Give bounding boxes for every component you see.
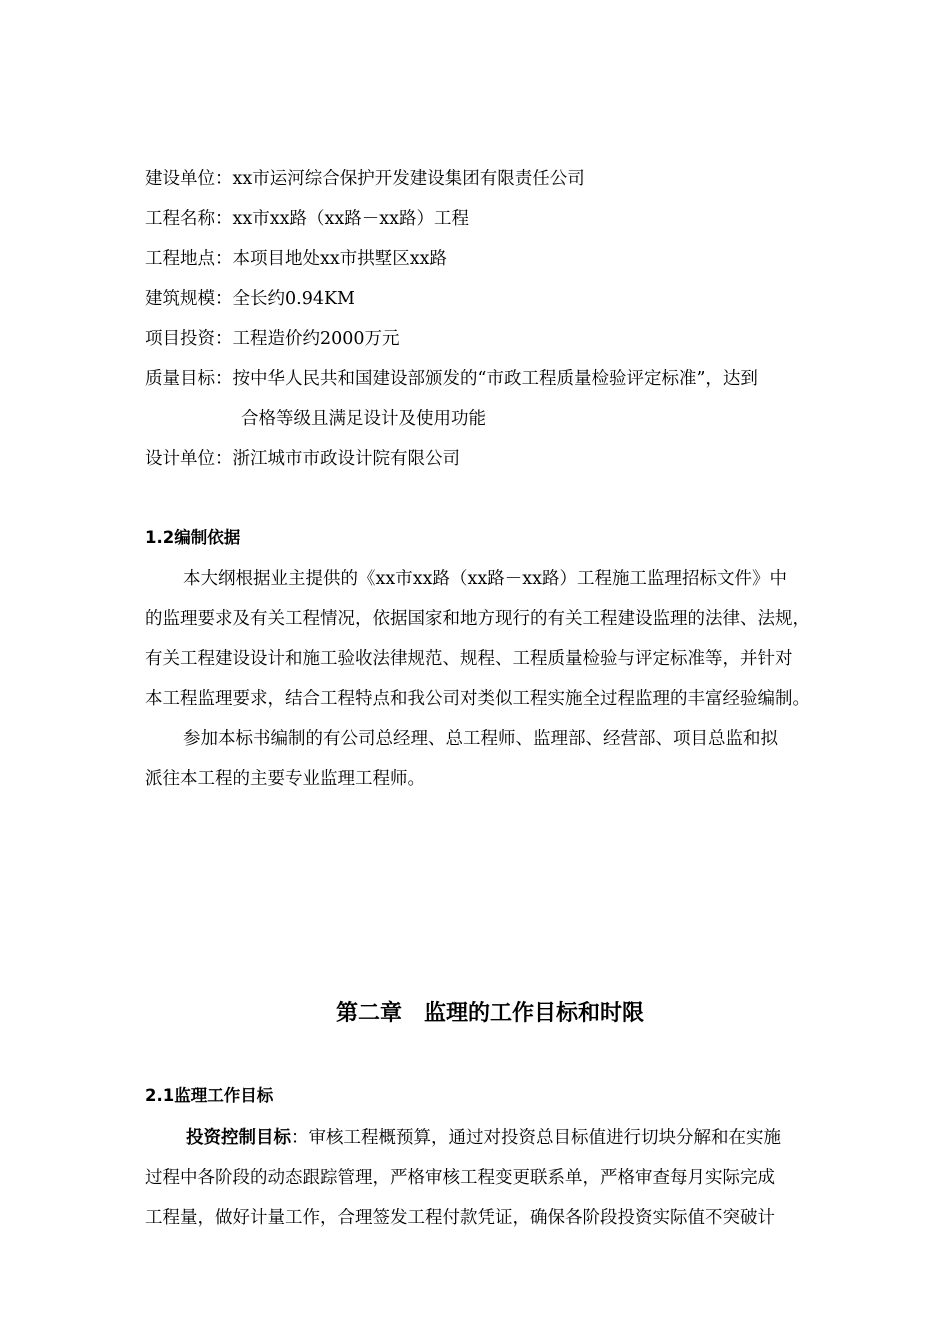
info-continuation-quality-target: 合格等级且满足设计及使用功能 xyxy=(241,409,486,429)
section-heading-2-1: 2.1监理工作目标 xyxy=(145,1086,274,1105)
chapter-title: 第二章 监理的工作目标和时限 xyxy=(335,1001,644,1026)
paragraph-line: 派往本工程的主要专业监理工程师。 xyxy=(145,769,425,789)
info-row-builder xyxy=(145,167,585,191)
info-label: 质量目标： xyxy=(145,369,233,389)
paragraph-line: 过程中各阶段的动态跟踪管理，严格审核工程变更联系单，严格审查每月实际完成 xyxy=(145,1168,775,1188)
info-value: 工程造价约2000万元 xyxy=(232,329,400,349)
info-label: 工程名称： xyxy=(145,209,233,229)
info-label: 设计单位： xyxy=(145,449,233,469)
paragraph-line: 本工程监理要求，结合工程特点和我公司对类似工程实施全过程监理的丰富经验编制。 xyxy=(145,689,810,709)
info-row-project-name xyxy=(145,207,469,231)
lead-rest-text: ：审核工程概预算，通过对投资总目标值进行切块分解和在实施 xyxy=(291,1128,781,1148)
info-value: 按中华人民共和国建设部颁发的“市政工程质量检验评定标准”，达到 xyxy=(232,369,758,389)
paragraph-line: 本大纲根据业主提供的《xx市xx路（xx路－xx路）工程施工监理招标文件》中 xyxy=(183,569,787,589)
info-label: 项目投资： xyxy=(145,329,233,349)
info-value: 全长约0.94KM xyxy=(232,289,355,309)
info-row-scale xyxy=(145,287,355,311)
info-label: 建筑规模： xyxy=(145,289,233,309)
info-row-investment xyxy=(145,327,400,351)
paragraph-line: 有关工程建设设计和施工验收法律规范、规程、工程质量检验与评定标准等，并针对 xyxy=(145,649,793,669)
info-value: xx市xx路（xx路－xx路）工程 xyxy=(232,209,469,229)
info-row-quality-target xyxy=(145,367,758,391)
paragraph-line: 工程量，做好计量工作，合理签发工程付款凭证，确保各阶段投资实际值不突破计 xyxy=(145,1208,775,1228)
info-label: 建设单位： xyxy=(145,169,233,189)
info-value: 本项目地处xx市拱墅区xx路 xyxy=(232,249,447,269)
info-value: 浙江城市市政设计院有限公司 xyxy=(232,449,460,469)
info-value: xx市运河综合保护开发建设集团有限责任公司 xyxy=(232,169,585,189)
info-row-designer xyxy=(145,447,460,471)
section-heading-1-2: 1.2编制依据 xyxy=(145,528,241,547)
bold-lead-term: 投资控制目标 xyxy=(186,1128,291,1148)
info-label: 工程地点： xyxy=(145,249,233,269)
paragraph-line: 参加本标书编制的有公司总经理、总工程师、监理部、经营部、项目总监和拟 xyxy=(183,729,778,749)
paragraph-line: 的监理要求及有关工程情况，依据国家和地方现行的有关工程建设监理的法律、法规， xyxy=(145,609,810,629)
info-row-location xyxy=(145,247,447,271)
paragraph-line-lead xyxy=(186,1126,781,1150)
